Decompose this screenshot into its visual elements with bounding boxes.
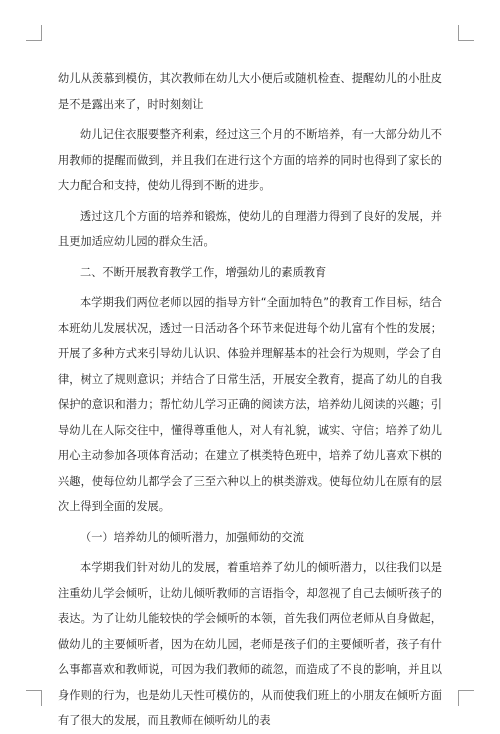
crop-mark-bottom-right-v	[458, 690, 459, 706]
crop-mark-top-left-h	[26, 40, 42, 41]
paragraph-2: 幼儿记住衣服要整齐利索，经过这三个月的不断培养，有一大部分幼儿不用教师的提醒而做到，并且我们在进行这个方面的培养的同时也得到了家长的大力配合和支持，使幼儿得到不断的进步。	[58, 128, 442, 192]
paragraph-3: 透过这几个方面的培养和锻炼，使幼儿的自理潜力得到了良好的发展，并且更加适应幼儿园的群众生活。	[58, 209, 442, 248]
crop-mark-top-right-v	[458, 25, 459, 41]
paragraph-5: 本学期我们针对幼儿的发展，着重培养了幼儿的倾听潜力，以往我们以是注重幼儿学会倾听，让幼儿倾听教师的言语指令，却忽视了自己去倾听孩子的表达。为了让幼儿能较快的学会倾听的本领，首先我们两位老师从自身做起，做幼儿的主要倾听者，因为在幼儿园，老师是孩子们的主要倾听者，孩子有什么事都喜欢和教师说，可因为我们教师的疏忽，而造成了不良的影响，并且以身作则的行为，也是幼儿天性可模仿的，从而使我们班上的小朋友在倾听方面有了很大的发展，而且教师在倾听幼儿的表	[58, 561, 442, 727]
crop-mark-top-right-h	[458, 40, 474, 41]
paragraph-1: 幼儿从羡慕到模仿，其次教师在幼儿大小便后或随机检查、提醒幼儿的小肚皮是不是露出来了，时时刻刻让	[58, 72, 442, 111]
crop-mark-top-left-v	[41, 25, 42, 41]
paragraph-4: 本学期我们两位老师以园的指导方针“全面加特色”的教育工作目标，结合本班幼儿发展状况，透过一日活动各个环节来促进每个幼儿富有个性的发展；开展了多种方式来引导幼儿认识、体验并理解基本的社会行为规则，学会了自律，树立了规则意识；并结合了日常生活，开展安全教育，提高了幼儿的自我保护的意识和潜力；帮忙幼儿学习正确的阅读方法，培养幼儿阅读的兴趣；引导幼儿在人际交往中，懂得尊重他人，对人有礼貌，诚实、守信；培养了幼儿用心主动参加各项体育活动；在建立了棋类特色班中，培养了幼儿喜欢下棋的兴趣，使每位幼儿都学会了三至六种以上的棋类游戏。使每位幼儿在原有的层次上得到全面的发展。	[58, 296, 442, 513]
crop-mark-bottom-left-h	[26, 690, 42, 691]
crop-mark-bottom-right-h	[458, 690, 474, 691]
document-body	[58, 66, 442, 734]
crop-mark-bottom-left-v	[41, 690, 42, 706]
subsection-heading-1: （一）培养幼儿的倾听潜力，加强师幼的交流	[80, 530, 304, 544]
section-heading-2: 二、不断开展教育教学工作，增强幼儿的素质教育	[80, 265, 327, 279]
